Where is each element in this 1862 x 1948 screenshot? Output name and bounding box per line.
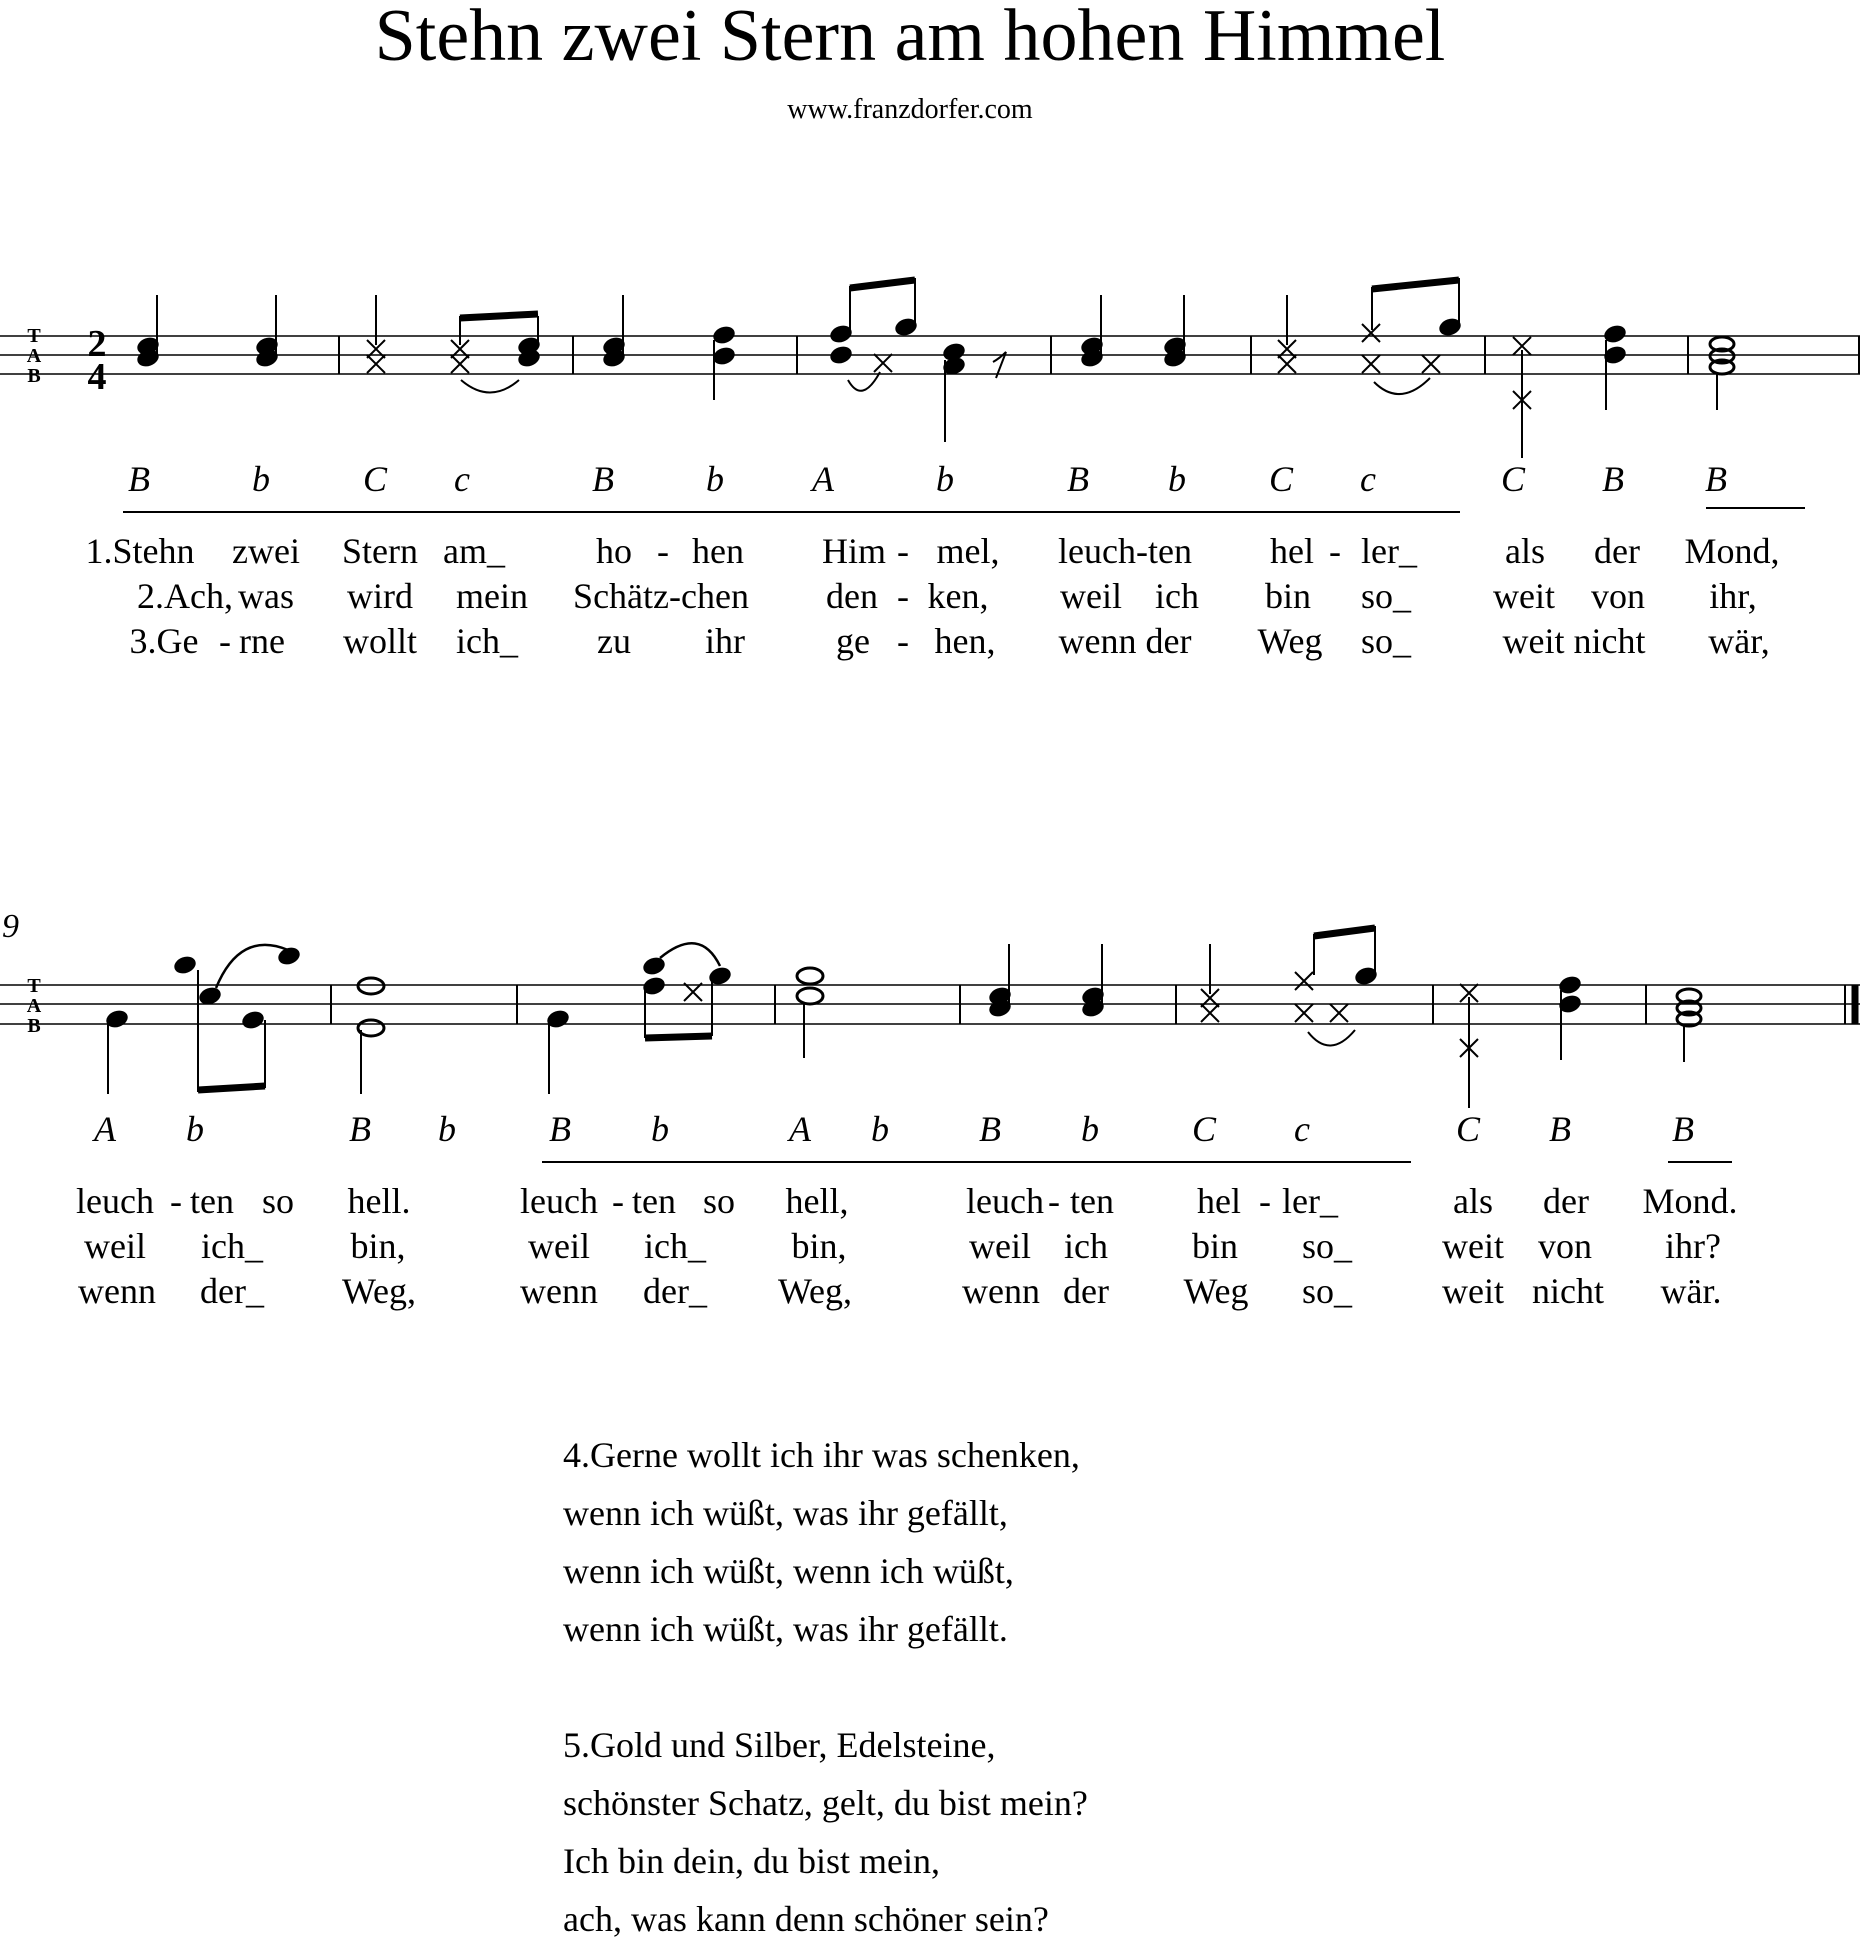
bass-label: C xyxy=(362,459,388,499)
lyric-syllable: zu xyxy=(597,621,631,661)
verse-5 xyxy=(563,1716,1088,1948)
verse-line: wenn ich wüßt, was ihr gefällt, xyxy=(563,1493,1008,1533)
lyric-syllable: leuch-ten xyxy=(1058,531,1192,571)
lyric-syllable: von xyxy=(1591,576,1645,616)
lyric-syllable: ihr xyxy=(705,621,745,661)
lyric-syllable: Mond, xyxy=(1684,531,1780,571)
lyric-syllable: so_ xyxy=(1360,621,1412,661)
lyric-syllable: mein xyxy=(456,576,528,616)
tab-clef-t: T xyxy=(27,325,41,347)
bass-label: C xyxy=(1455,1109,1481,1149)
bass-label: b xyxy=(438,1109,456,1149)
lyric-syllable: nicht xyxy=(1532,1271,1604,1311)
bass-extenders-system-1 xyxy=(123,508,1805,512)
lyric-syllable: bin, xyxy=(350,1226,406,1266)
lyric-syllable: leuch xyxy=(520,1181,598,1221)
lyric-syllable: als xyxy=(1505,531,1545,571)
lyric-syllable: wenn xyxy=(78,1271,156,1311)
lyric-syllable: der xyxy=(1543,1181,1589,1221)
lyric-syllable: ich_ xyxy=(644,1226,706,1266)
notes-system-2 xyxy=(105,926,1701,1108)
lyric-syllable: ge xyxy=(836,621,870,661)
bass-label: B xyxy=(549,1109,571,1149)
verse-4 xyxy=(563,1426,1080,1658)
staff-system-1 xyxy=(0,336,1860,374)
bass-label: c xyxy=(1360,459,1376,499)
lyric-syllable: ihr, xyxy=(1709,576,1757,616)
verse-line: schönster Schatz, gelt, du bist mein? xyxy=(563,1783,1088,1823)
bass-label: b xyxy=(1168,459,1186,499)
verse-line: 4.Gerne wollt ich ihr was schenken, xyxy=(563,1435,1080,1475)
lyrics-system-2 xyxy=(76,1181,1737,1311)
tab-clef-system-2 xyxy=(27,975,42,1037)
lyric-syllable: Weg xyxy=(1183,1271,1249,1311)
lyric-syllable: mel, xyxy=(936,531,1000,571)
time-signature-top: 2 xyxy=(87,323,107,365)
lyric-syllable: weit xyxy=(1442,1226,1504,1266)
lyric-syllable: Mond. xyxy=(1642,1181,1738,1221)
lyric-syllable: Weg xyxy=(1257,621,1323,661)
lyric-syllable: so_ xyxy=(1360,576,1412,616)
lyric-syllable: Stern xyxy=(342,531,418,571)
bass-label: A xyxy=(94,1109,116,1149)
website-credit: www.franzdorfer.com xyxy=(787,94,1033,125)
bass-label: B xyxy=(1672,1109,1694,1149)
bass-label: b xyxy=(936,459,954,499)
lyric-syllable: - xyxy=(897,621,909,661)
lyric-syllable: ken, xyxy=(927,576,989,616)
lyric-syllable: ten xyxy=(632,1181,676,1221)
lyric-syllable: wollt xyxy=(342,621,418,661)
lyric-syllable: 2.Ach, xyxy=(137,576,233,616)
lyric-syllable: leuch xyxy=(966,1181,1044,1221)
page-title: Stehn zwei Stern am hohen Himmel xyxy=(374,0,1446,77)
bass-label: B xyxy=(1549,1109,1571,1149)
lyric-syllable: weil xyxy=(84,1226,146,1266)
lyric-syllable: ten xyxy=(1070,1181,1114,1221)
lyric-syllable: 3.Ge xyxy=(129,621,199,661)
lyric-syllable: Schätz-chen xyxy=(573,576,749,616)
lyric-syllable: wenn xyxy=(962,1271,1040,1311)
lyric-syllable: wär, xyxy=(1708,621,1770,661)
tab-clef-a: A xyxy=(26,995,42,1017)
tab-clef-b: B xyxy=(27,365,41,387)
lyric-syllable: bin xyxy=(1191,1226,1239,1266)
bass-label: B xyxy=(1705,459,1727,499)
bass-label: b xyxy=(706,459,724,499)
lyric-syllable: was xyxy=(238,576,294,616)
lyric-syllable: wird xyxy=(347,576,413,616)
bass-label: B xyxy=(979,1109,1001,1149)
verse-line: wenn ich wüßt, was ihr gefällt. xyxy=(563,1609,1008,1649)
lyric-syllable: Weg, xyxy=(341,1271,417,1311)
verse-line: wenn ich wüßt, wenn ich wüßt, xyxy=(563,1551,1014,1591)
lyric-syllable: - xyxy=(1259,1181,1271,1221)
measure-number: 9 xyxy=(2,908,19,945)
lyric-syllable: wär. xyxy=(1660,1271,1722,1311)
lyric-syllable: zwei xyxy=(232,531,300,571)
lyrics-system-1 xyxy=(85,531,1779,661)
lyric-syllable: ich xyxy=(1064,1226,1108,1266)
bass-label: B xyxy=(1067,459,1089,499)
lyric-syllable: Him xyxy=(821,531,887,571)
bass-label: A xyxy=(789,1109,811,1149)
lyric-syllable: - xyxy=(897,531,909,571)
bass-labels-system-2 xyxy=(92,1109,1694,1149)
bass-label: b xyxy=(871,1109,889,1149)
lyric-syllable: hen, xyxy=(934,621,996,661)
lyric-syllable: ich_ xyxy=(456,621,518,661)
lyric-syllable: der_ xyxy=(200,1271,264,1311)
lyric-syllable: bin xyxy=(1264,576,1312,616)
bass-label: B xyxy=(128,459,150,499)
lyric-syllable: der_ xyxy=(643,1271,707,1311)
bass-label: C xyxy=(1268,459,1294,499)
lyric-syllable: - xyxy=(1048,1181,1060,1221)
lyric-syllable: ich_ xyxy=(201,1226,263,1266)
lyric-syllable: ho xyxy=(596,531,632,571)
tab-clef-t: T xyxy=(27,975,41,997)
lyric-syllable: Weg, xyxy=(777,1271,853,1311)
lyric-syllable: leuch xyxy=(76,1181,154,1221)
lyric-syllable: wenn xyxy=(520,1271,598,1311)
lyric-syllable: - xyxy=(612,1181,624,1221)
bass-label: C xyxy=(1500,459,1526,499)
verse-line: Ich bin dein, du bist mein, xyxy=(563,1841,940,1881)
bass-label: b xyxy=(252,459,270,499)
time-signature xyxy=(88,323,107,398)
lyric-syllable: weil xyxy=(1060,576,1122,616)
lyric-syllable: ten xyxy=(190,1181,234,1221)
bass-label: B xyxy=(592,459,614,499)
bass-label: c xyxy=(454,459,470,499)
lyric-syllable: am_ xyxy=(443,531,505,571)
lyric-syllable: ihr? xyxy=(1665,1226,1721,1266)
lyric-syllable: den xyxy=(826,576,878,616)
lyric-syllable: so xyxy=(702,1181,736,1221)
bass-label: b xyxy=(1081,1109,1099,1149)
lyric-syllable: weil xyxy=(969,1226,1031,1266)
lyric-syllable: als xyxy=(1453,1181,1493,1221)
verse-line: ach, was kann denn schöner sein? xyxy=(563,1899,1049,1939)
lyric-syllable: ler_ xyxy=(1282,1181,1338,1221)
lyric-syllable: - xyxy=(897,576,909,616)
lyric-syllable: - xyxy=(1329,531,1341,571)
bass-label: B xyxy=(349,1109,371,1149)
bass-label: b xyxy=(186,1109,204,1149)
bass-label: c xyxy=(1294,1109,1310,1149)
lyric-syllable: hel xyxy=(1270,531,1314,571)
lyric-syllable: - xyxy=(657,531,669,571)
notes-system-1 xyxy=(136,278,1734,458)
lyric-syllable: hen xyxy=(692,531,744,571)
lyric-syllable: so_ xyxy=(1301,1226,1353,1266)
lyric-syllable: so xyxy=(261,1181,295,1221)
lyric-syllable: weil xyxy=(528,1226,590,1266)
lyric-syllable: so_ xyxy=(1301,1271,1353,1311)
lyric-syllable: der xyxy=(1594,531,1640,571)
lyric-syllable: - xyxy=(219,621,231,661)
verse-line: 5.Gold und Silber, Edelsteine, xyxy=(563,1725,996,1765)
time-signature-bottom: 4 xyxy=(87,356,107,398)
lyric-syllable: der xyxy=(1063,1271,1109,1311)
lyric-syllable: weit xyxy=(1442,1271,1504,1311)
bass-label: C xyxy=(1191,1109,1217,1149)
bass-label: B xyxy=(1602,459,1624,499)
tab-clef-a: A xyxy=(26,345,42,367)
lyric-syllable: hell, xyxy=(785,1181,849,1221)
bass-label: b xyxy=(651,1109,669,1149)
lyric-syllable: von xyxy=(1538,1226,1592,1266)
staff-system-2 xyxy=(0,985,1860,1024)
lyric-syllable: wenn der xyxy=(1058,621,1192,661)
bass-label: A xyxy=(812,459,834,499)
lyric-syllable: bin, xyxy=(791,1226,847,1266)
tab-clef-b: B xyxy=(27,1015,41,1037)
bass-labels-system-1 xyxy=(128,459,1727,499)
lyric-syllable: ler_ xyxy=(1361,531,1417,571)
lyric-syllable: 1.Stehn xyxy=(85,531,195,571)
lyric-syllable: rne xyxy=(239,621,285,661)
lyric-syllable: hel xyxy=(1197,1181,1241,1221)
tab-clef xyxy=(27,325,42,387)
lyric-syllable: weit nicht xyxy=(1502,621,1646,661)
lyric-syllable: weit xyxy=(1493,576,1555,616)
lyric-syllable: - xyxy=(170,1181,182,1221)
lyric-syllable: hell. xyxy=(347,1181,411,1221)
lyric-syllable: ich xyxy=(1155,576,1199,616)
